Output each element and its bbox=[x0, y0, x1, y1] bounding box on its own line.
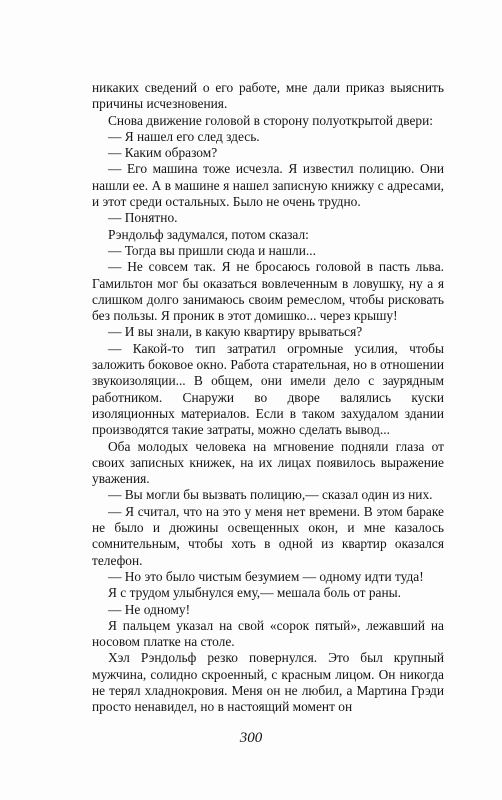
body-text bbox=[92, 80, 444, 716]
paragraph: — Его машина тоже исчезла. Я известил полицию. Они нашли ее. А в машине я нашел записную книжку с адресами, и этот среди остальных. Было не очень трудно. bbox=[92, 161, 444, 210]
paragraph: — Я нашел его след здесь. bbox=[108, 128, 260, 144]
paragraph: — Вы могли бы вызвать полицию,— сказал один из них. bbox=[108, 487, 433, 503]
paragraph: Оба молодых человека на мгновение подняли глаза от своих записных книжек, на их лицах появилось выражение уважения. bbox=[92, 438, 444, 487]
page-number: 300 bbox=[239, 730, 263, 746]
paragraph: — Но это было чистым безумием — одному идти туда! bbox=[108, 568, 424, 584]
paragraph: — Какой-то тип затратил огромные усилия, чтобы заложить боковое окно. Работа старательная, но в отношении звукоизоляции... В общем, они имели дело с заурядным работником. Снаружи во дворе валялись куски изоляционных материалов. Если в таком захудалом здании производятся такие затраты, можно сделать вывод... bbox=[92, 340, 444, 438]
paragraph: — Каким образом? bbox=[108, 145, 218, 161]
paragraph: — Не совсем так. Я не бросаюсь головой в пасть льва. Гамильтон мог бы оказаться вовлеченным в ловушку, ну а я слишком долго занимаюсь своим ремеслом, чтобы рисковать без пользы. Я проник в этот домишко... через крышу! bbox=[92, 259, 444, 324]
paragraph: Снова движение головой в сторону полуоткрытой двери: bbox=[108, 112, 434, 128]
paragraph: Я пальцем указал на свой «сорок пятый», лежавший на носовом платке на столе. bbox=[92, 617, 444, 650]
paragraph: — Тогда вы пришли сюда и нашли... bbox=[108, 242, 316, 258]
paragraph: — Я считал, что на это у меня нет времени. В этом бараке не было и дюжины освещенных окон, и мне казалось сомнительным, чтобы хоть в одной из квартир оказался телефон. bbox=[92, 503, 444, 568]
paragraph: никаких сведений о его работе, мне дали приказ выяснить причины исчезновения. bbox=[92, 80, 444, 112]
paragraph: Я с трудом улыбнулся ему,— мешала боль от раны. bbox=[108, 585, 401, 601]
paragraph: — И вы знали, в какую квартиру врываться? bbox=[108, 324, 363, 340]
paragraph: Хэл Рэндольф резко повернулся. Это был крупный мужчина, солидно скроенный, с красным лицом. Он никогда не терял хладнокровия. Меня он не любил, а Мартина Грэди просто ненавидел, но в настоящий момент он bbox=[92, 650, 444, 715]
paragraph: — Понятно. bbox=[108, 210, 178, 226]
paragraph: — Не одному! bbox=[108, 601, 191, 617]
paragraph: Рэндольф задумался, потом сказал: bbox=[108, 226, 309, 242]
